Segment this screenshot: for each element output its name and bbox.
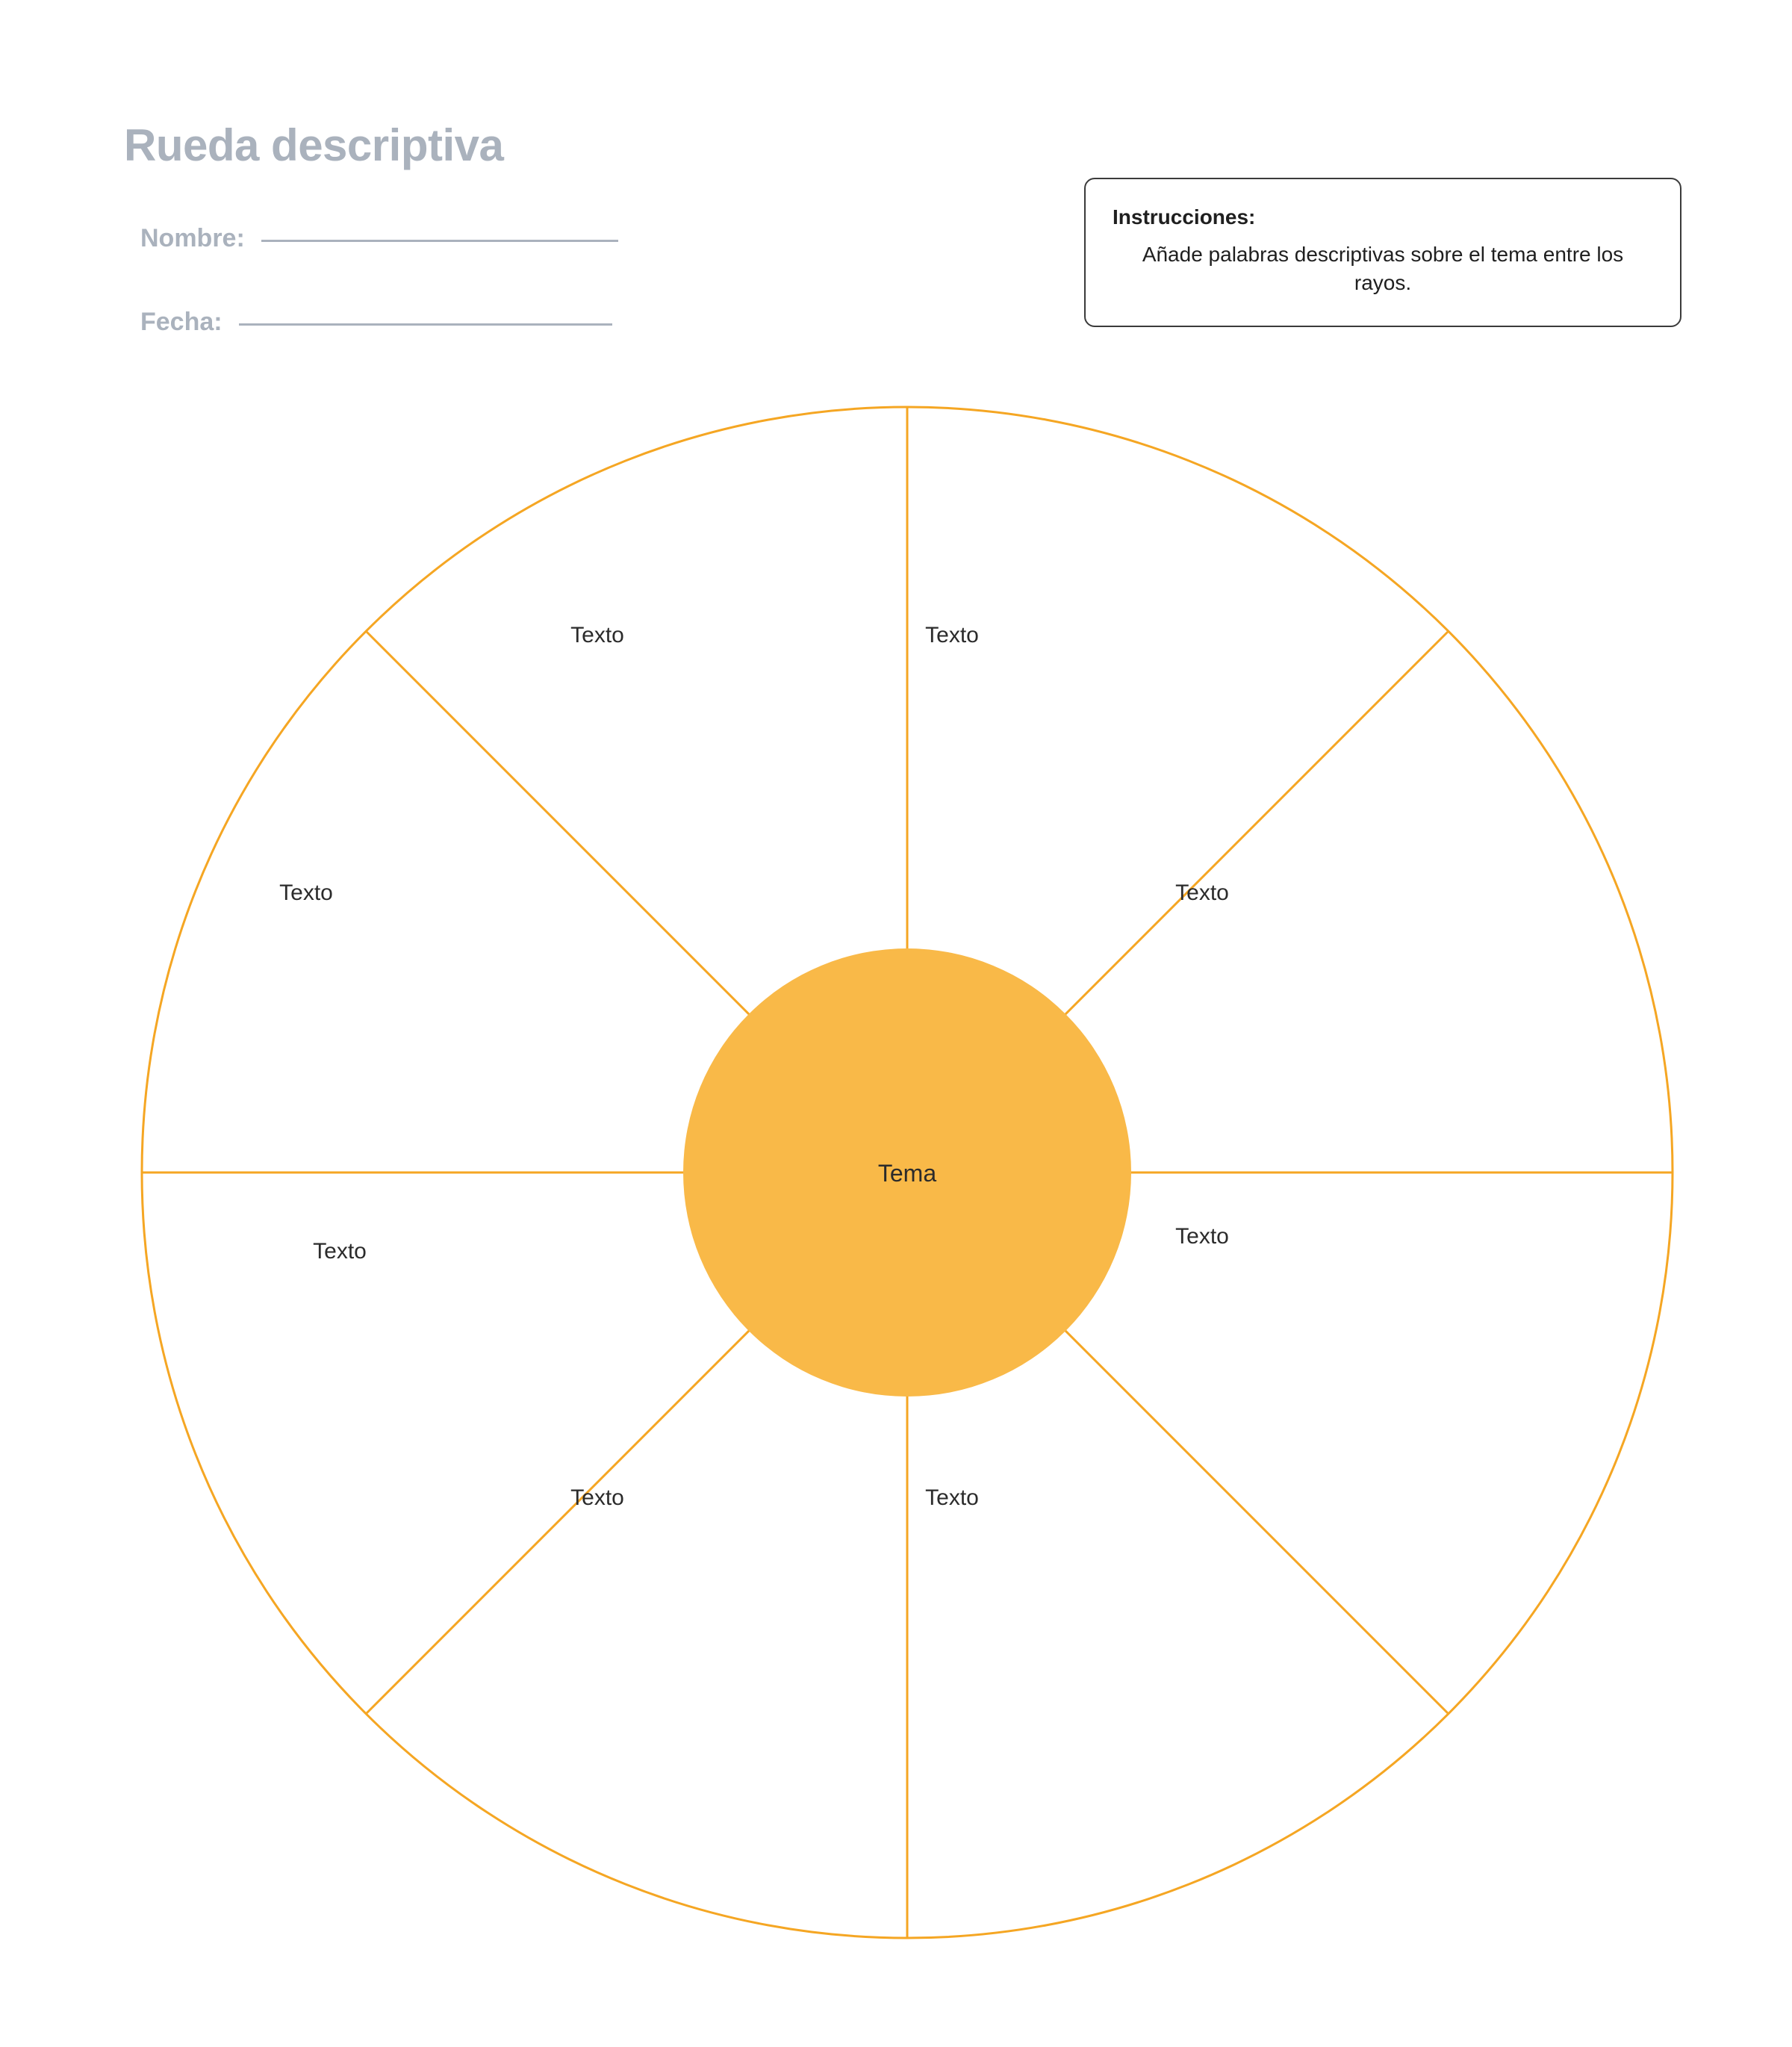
- date-field-label: Fecha:: [140, 308, 223, 336]
- wheel-segment-label-5[interactable]: Texto: [925, 1485, 979, 1510]
- wheel-svg: [134, 381, 1680, 1964]
- date-field-writing-line[interactable]: [239, 323, 612, 326]
- descriptive-wheel: [134, 381, 1680, 1964]
- wheel-segment-label-3[interactable]: Texto: [1175, 880, 1229, 905]
- wheel-spoke-ne: [1015, 631, 1449, 1064]
- instructions-text: Añade palabras descriptivas sobre el tema entre los rayos.: [1142, 242, 1624, 295]
- name-field-row: [140, 224, 618, 253]
- name-field-writing-line[interactable]: [261, 240, 618, 242]
- wheel-segment-label-7[interactable]: Texto: [313, 1239, 367, 1264]
- instructions-box: [1084, 178, 1681, 327]
- date-field-row: [140, 308, 612, 337]
- wheel-segment-label-8[interactable]: Texto: [279, 880, 333, 905]
- wheel-spoke-nw: [366, 631, 799, 1064]
- name-field-label: Nombre:: [140, 224, 245, 252]
- wheel-segment-label-4[interactable]: Texto: [1175, 1224, 1229, 1249]
- wheel-spoke-se: [1015, 1281, 1449, 1714]
- wheel-segment-label-6[interactable]: Texto: [570, 1485, 624, 1510]
- wheel-center-label[interactable]: Tema: [877, 1160, 937, 1187]
- page-title: Rueda descriptiva: [124, 120, 504, 170]
- instructions-title: Instrucciones:: [1113, 205, 1256, 229]
- wheel-segment-label-1[interactable]: Texto: [570, 623, 624, 647]
- wheel-segment-label-2[interactable]: Texto: [925, 623, 979, 647]
